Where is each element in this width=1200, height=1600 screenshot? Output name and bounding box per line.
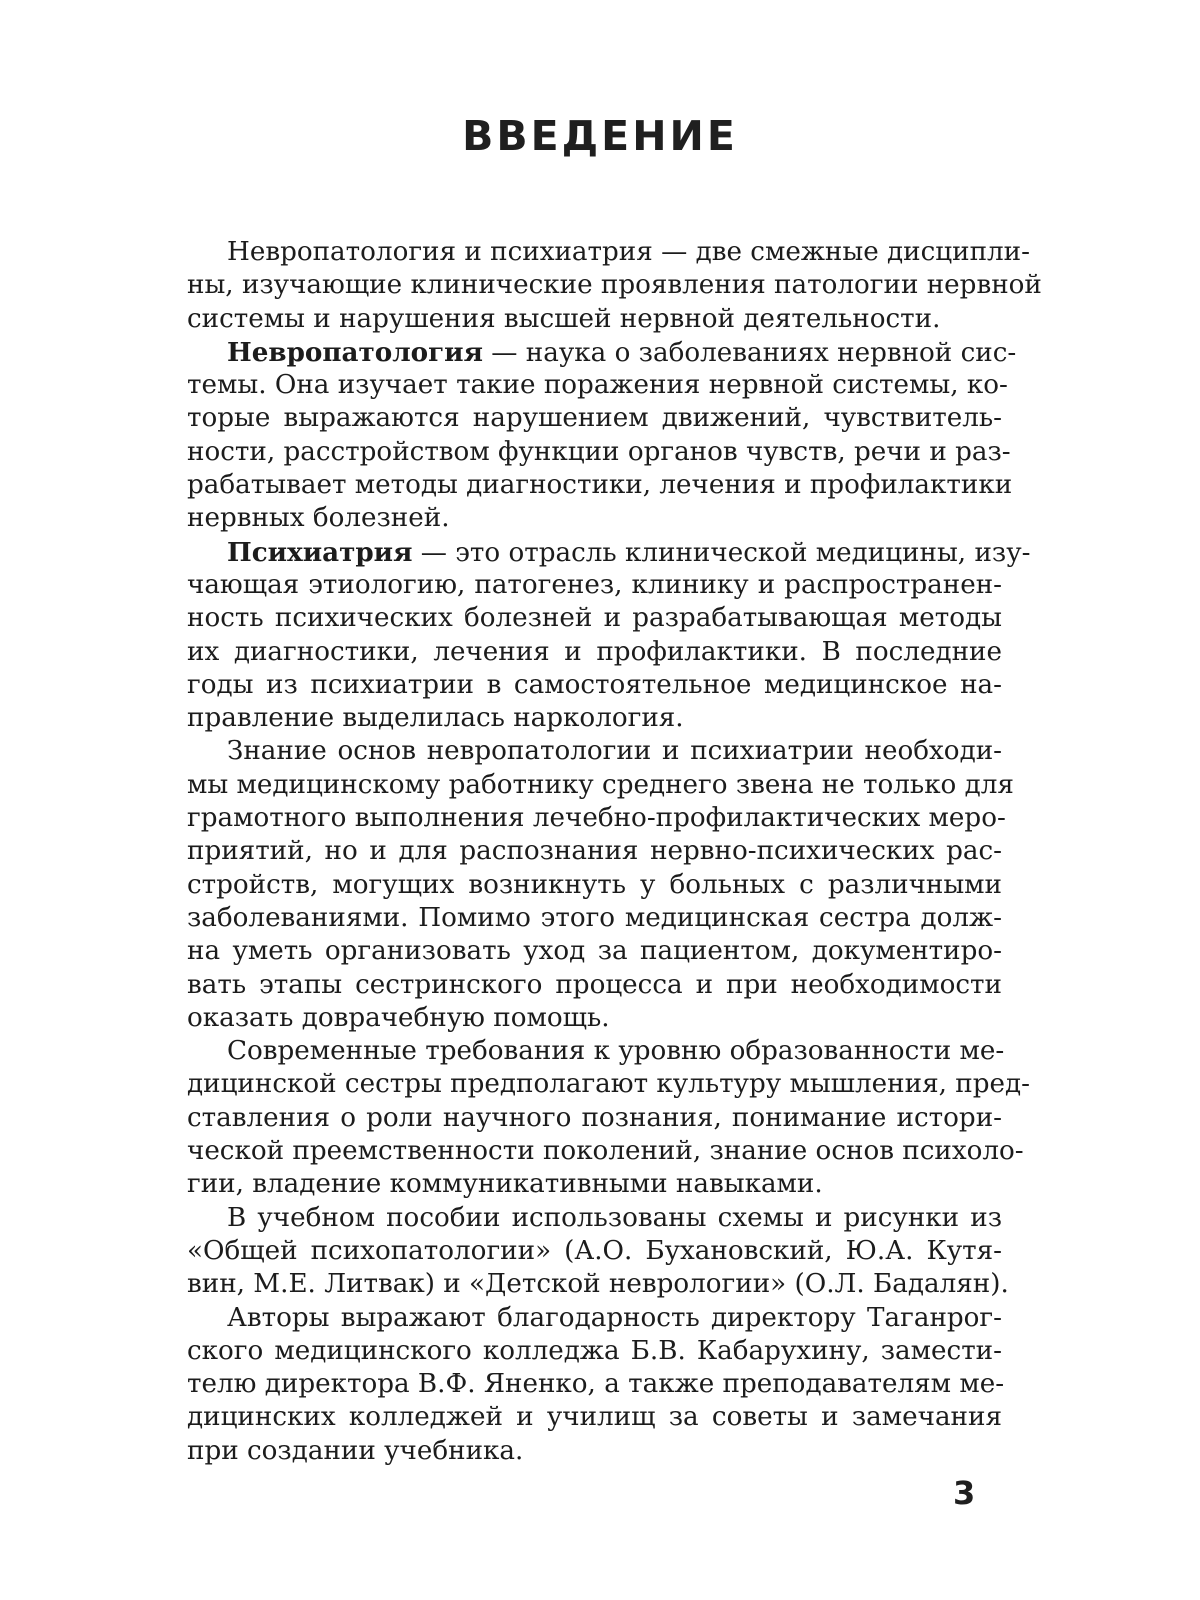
- text-line: правление выделилась наркология.: [187, 703, 684, 734]
- text-line: Невропатология и психиатрия — две смежные дисципли-: [227, 237, 1030, 267]
- text-line: [187, 336, 1017, 369]
- text-line: Знание основ невропатологии и психиатрии необходи-: [227, 736, 1002, 767]
- text-line: [187, 536, 1031, 569]
- text-line: заболеваниями. Помимо этого медицинская сестра долж-: [187, 902, 1002, 933]
- text-line: ставления о роли научного познания, понимание истори-: [187, 1102, 1002, 1133]
- paragraph-neuropathology: [187, 336, 1017, 536]
- text-line: вать этапы сестринского процесса и при необходимости: [187, 969, 1002, 1000]
- term-neuropathology: Невропатология: [227, 336, 483, 368]
- text-line: мы медицинскому работнику среднего звена не только для: [187, 769, 1014, 800]
- text-line: годы из психиатрии в самостоятельное медицинское на-: [187, 669, 1002, 700]
- text-fragment: — это отрасль клинической медицины, изу-: [412, 537, 1031, 568]
- body-text: [187, 236, 1042, 1468]
- text-line: «Общей психопатологии» (А.О. Бухановский, Ю.А. Кутя-: [187, 1235, 1002, 1266]
- text-line: вин, М.Е. Литвак) и «Детской неврологии» (О.Л. Бадалян).: [187, 1269, 1009, 1300]
- text-line: ческой преемственности поколений, знание основ психоло-: [187, 1136, 1024, 1167]
- text-line: их диагностики, лечения и профилактики. В последние: [187, 636, 1002, 667]
- text-line: телю директора В.Ф. Яненко, а также преподавателям ме-: [187, 1369, 1005, 1400]
- text-line: В учебном пособии использованы схемы и рисунки из: [227, 1202, 1002, 1233]
- text-line: темы. Она изучает такие поражения нервной системы, ко-: [187, 370, 1008, 401]
- text-line: приятий, но и для распознания нервно-психических рас-: [187, 836, 1002, 867]
- paragraph-sources: [187, 1202, 1009, 1302]
- text-line: чающая этиологию, патогенез, клинику и распространен-: [187, 569, 1002, 600]
- text-line: системы и нарушения высшей нервной деятельности.: [187, 303, 941, 334]
- term-psychiatry: Психиатрия: [227, 536, 413, 568]
- text-line: рабатывает методы диагностики, лечения и профилактики: [187, 470, 1013, 501]
- text-line: торые выражаются нарушением движений, чувствитель-: [187, 403, 1002, 434]
- text-fragment: — наука о заболеваниях нервной сис-: [482, 337, 1017, 368]
- paragraph-acknowledgements: [187, 1302, 1005, 1468]
- text-line: ность психических болезней и разрабатывающая методы: [187, 603, 1002, 634]
- chapter-heading: ВВЕДЕНИЕ: [462, 112, 738, 160]
- paragraph-intro: [187, 236, 1042, 336]
- text-line: при создании учебника.: [187, 1435, 524, 1466]
- text-line: ского медицинского колледжа Б.В. Кабарухину, замести-: [187, 1335, 1002, 1366]
- text-line: гии, владение коммуникативными навыками.: [187, 1169, 823, 1200]
- text-line: на уметь организовать уход за пациентом, документиро-: [187, 936, 1002, 967]
- text-line: оказать доврачебную помощь.: [187, 1002, 610, 1033]
- text-line: грамотного выполнения лечебно-профилактических меро-: [187, 803, 1006, 834]
- paragraph-psychiatry: [187, 536, 1031, 736]
- text-line: дицинской сестры предполагают культуру мышления, пред-: [187, 1069, 1030, 1100]
- text-line: стройств, могущих возникнуть у больных с различными: [187, 869, 1002, 900]
- paragraph-knowledge: [187, 735, 1014, 1035]
- text-line: ности, расстройством функции органов чувств, речи и раз-: [187, 436, 1011, 467]
- text-line: дицинских колледжей и училищ за советы и замечания: [187, 1402, 1002, 1433]
- paragraph-requirements: [187, 1035, 1030, 1201]
- text-line: ны, изучающие клинические проявления патологии нервной: [187, 270, 1042, 301]
- text-line: Авторы выражают благодарность директору Таганрог-: [227, 1302, 1002, 1333]
- text-line: нервных болезней.: [187, 503, 450, 534]
- text-line: Современные требования к уровню образованности ме-: [227, 1036, 1005, 1067]
- page-number: 3: [953, 1474, 976, 1512]
